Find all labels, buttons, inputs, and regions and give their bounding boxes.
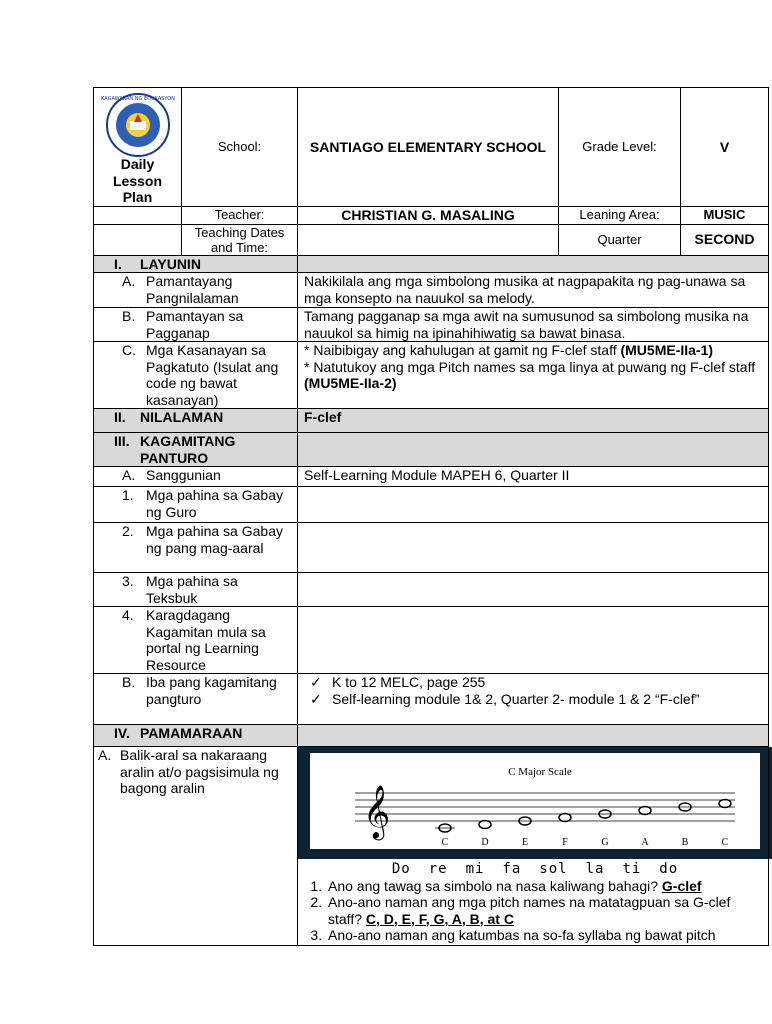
area-label: Leaning Area: xyxy=(559,206,681,224)
section-1-header: I. LAYUNIN xyxy=(94,255,298,273)
teacher-guide-label: 1. Mga pahina sa Gabay ng Guro xyxy=(94,487,298,523)
quarter-value: SECOND xyxy=(681,224,769,255)
other-materials-value xyxy=(298,674,769,725)
plan-title: Daily Lesson Plan xyxy=(112,156,162,205)
check-item: ✓ Self-learning module 1& 2, Quarter 2- module 1 & 2 “F-clef” xyxy=(310,690,700,707)
learner-guide-label: 2. Mga pahina sa Gabay ng pang mag-aaral xyxy=(94,523,298,573)
deped-seal-icon xyxy=(100,92,175,158)
review-value xyxy=(298,747,769,946)
performance-standard-label: B. Pamantayan sa Pagganap xyxy=(94,308,298,342)
note-head xyxy=(639,807,651,815)
teacher-value: CHRISTIAN G. MASALING xyxy=(298,206,559,224)
grade-label: Grade Level: xyxy=(559,88,681,207)
dates-value xyxy=(298,224,559,255)
daily-lesson-plan-table xyxy=(93,87,769,946)
note-letter: F xyxy=(562,837,568,848)
note-head xyxy=(559,814,571,822)
teacher-label: Teacher: xyxy=(182,206,298,224)
performance-standard-value: Tamang pagganap sa mga awit na sumusunod sa simbolong musika na nauukol sa himig na ipinahihiwatig sa bawat binasa. xyxy=(298,308,769,342)
c-major-scale-staff xyxy=(310,753,760,849)
note-letter: C xyxy=(441,837,449,848)
competencies-label: C. Mga Kasanayan sa Pagkatuto (Isulat ang code ng bawat kasanayan) xyxy=(94,342,298,409)
school-value: SANTIAGO ELEMENTARY SCHOOL xyxy=(298,88,559,207)
scale-title: C Major Scale xyxy=(508,766,572,778)
seal-text: KAGAWARAN NG EDUKASYON xyxy=(100,96,175,102)
textbook-label: 3. Mga pahina sa Teksbuk xyxy=(94,573,298,607)
grade-value: V xyxy=(681,88,769,207)
area-value: MUSIC xyxy=(681,206,769,224)
content-standard-value: Nakikilala ang mga simbolong musika at nagpapakita ng pag-unawa sa mga konsepto na nauukol sa melody. xyxy=(298,273,769,308)
section-2-header: II. NILALAMAN xyxy=(94,409,298,433)
note-letter: D xyxy=(481,837,489,848)
question-item: 3. Ano-ano naman ang katumbas na so-fa syllaba ng bawat pitch xyxy=(326,927,766,944)
note-head xyxy=(719,800,731,808)
note-letter: E xyxy=(521,837,529,848)
question-item: 2. Ano-ano naman ang mga pitch names na matatagpuan sa G-clef staff? C, D, E, F, G, A, B, at C xyxy=(326,894,766,927)
references-value: Self-Learning Module MAPEH 6, Quarter II xyxy=(298,467,769,487)
note-letter: B xyxy=(681,837,689,848)
content-value: F-clef xyxy=(298,409,769,433)
question-item: 1. Ano ang tawag sa simbolo na nasa kaliwang bahagi? G-clef xyxy=(326,878,766,895)
review-label: A. Balik-aral sa nakaraang aralin at/o pagsisimula ng bagong aralin xyxy=(94,747,298,946)
content-standard-label: A. Pamantayang Pangnilalaman xyxy=(94,273,298,308)
solfa-syllables: Do re mi fa sol la ti do xyxy=(391,861,679,877)
dates-label: Teaching Dates and Time: xyxy=(182,224,298,255)
section-4-header: IV. PAMAMARAAN xyxy=(94,725,298,747)
lr-portal-label: 4. Karagdagang Kagamitan mula sa portal ng Learning Resource xyxy=(94,607,298,674)
competencies-value: * Naibibigay ang kahulugan at gamit ng F-clef staff (MU5ME-IIa-1) * Natutukoy ang mga Pitch names sa mga linya at puwang ng F-clef staff (MU5ME-IIa-2) xyxy=(298,342,769,409)
c-major-scale-image xyxy=(298,747,772,859)
logo-cell xyxy=(94,88,182,207)
references-label: A. Sanggunian xyxy=(94,467,298,487)
checkmark-icon: ✓ xyxy=(310,690,322,707)
other-materials-label: B. Iba pang kagamitang pangturo xyxy=(94,674,298,725)
g-clef-icon: 𝄞 xyxy=(363,784,391,838)
review-questions xyxy=(304,878,766,944)
checkmark-icon: ✓ xyxy=(310,674,322,690)
note-letter: C xyxy=(721,837,729,848)
note-head xyxy=(479,821,491,829)
school-label: School: xyxy=(182,88,298,207)
note-letter: A xyxy=(641,837,649,848)
check-item: ✓ K to 12 MELC, page 255 xyxy=(310,674,486,690)
quarter-label: Quarter xyxy=(559,224,681,255)
section-3-header: III. KAGAMITANG PANTURO xyxy=(94,433,298,467)
note-letter: G xyxy=(601,837,609,848)
